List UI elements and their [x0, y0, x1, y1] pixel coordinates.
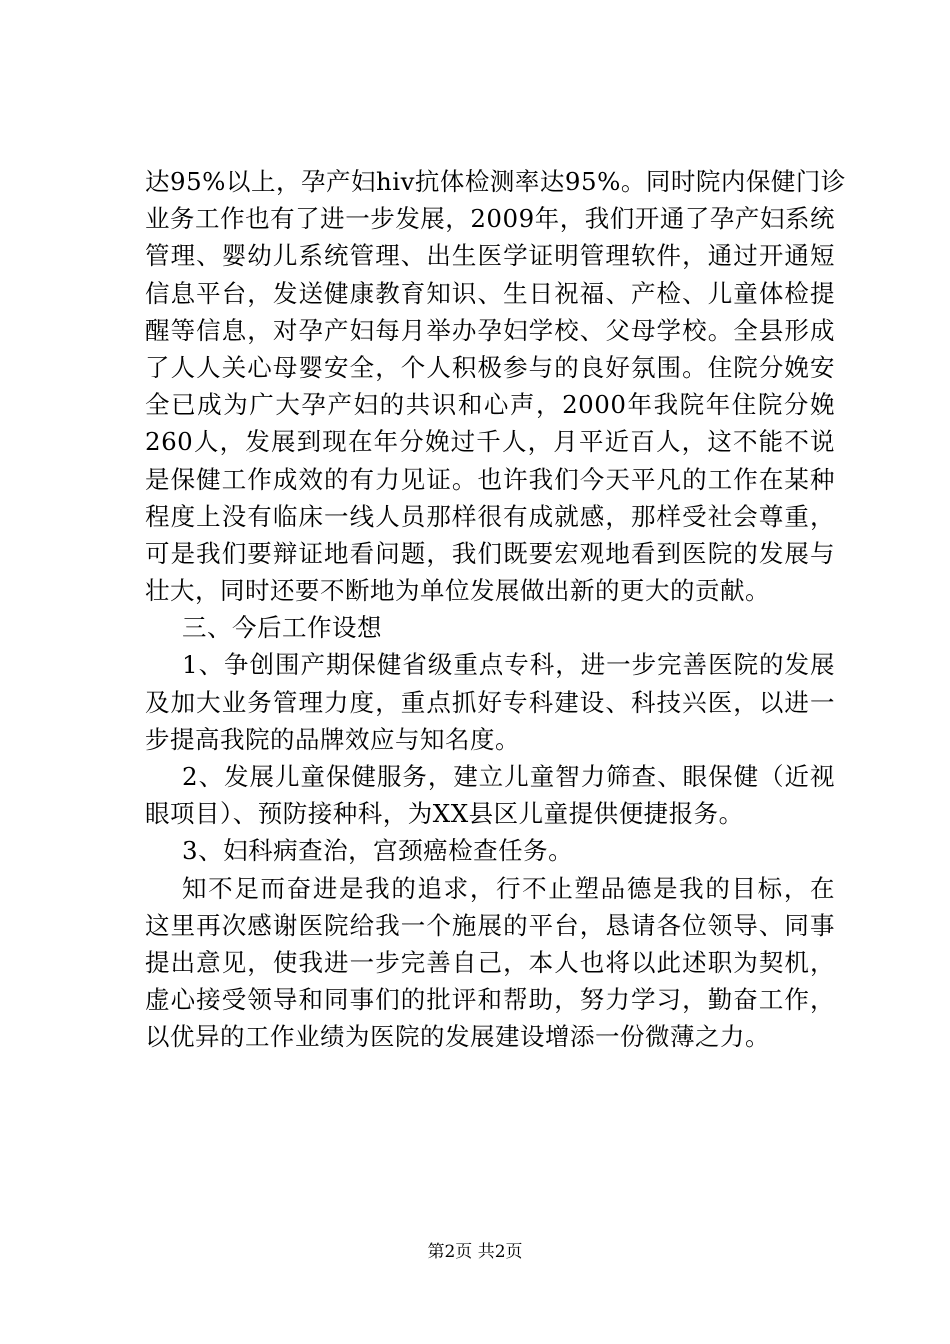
body-line: 是保健工作成效的有力见证。也许我们今天平凡的工作在某种 [145, 464, 835, 494]
list-item-line: 眼项目）、预防接种科，为XX县区儿童提供便捷报务。 [145, 799, 744, 829]
list-item-line: 及加大业务管理力度，重点抓好专科建设、科技兴医，以进一 [145, 687, 835, 717]
body-line: 260人，发展到现在年分娩过千人，月平近百人，这不能不说 [145, 427, 835, 457]
closing-line: 提出意见，使我进一步完善自己，本人也将以此述职为契机， [145, 947, 835, 977]
body-line: 全已成为广大孕产妇的共识和心声，2000年我院年住院分娩 [145, 390, 835, 420]
body-line: 了人人关心母婴安全，个人积极参与的良好氛围。住院分娩安 [145, 352, 835, 382]
list-item-line: 2、发展儿童保健服务，建立儿童智力筛查、眼保健（近视 [182, 762, 835, 791]
list-item-line: 1、争创围产期保健省级重点专科，进一步完善医院的发展 [182, 650, 835, 680]
closing-line: 以优异的工作业绩为医院的发展建设增添一份微薄之力。 [145, 1022, 770, 1052]
closing-line: 虚心接受领导和同事们的批评和帮助，努力学习，勤奋工作， [145, 985, 835, 1015]
body-line: 可是我们要辩证地看问题，我们既要宏观地看到医院的发展与 [145, 538, 835, 568]
closing-line: 这里再次感谢医院给我一个施展的平台，恳请各位领导、同事 [145, 910, 835, 940]
closing-line: 知不足而奋进是我的追求，行不止塑品德是我的目标，在 [182, 873, 835, 903]
list-item-line: 3、妇科病查治，宫颈癌检查任务。 [182, 836, 574, 866]
body-line: 醒等信息，对孕产妇每月举办孕妇学校、父母学校。全县形成 [145, 315, 835, 345]
body-line: 管理、婴幼儿系统管理、出生医学证明管理软件，通过开通短 [145, 241, 835, 271]
document-body [145, 163, 846, 1056]
body-line: 达95%以上，孕产妇hiv抗体检测率达95%。同时院内保健门诊 [145, 167, 846, 196]
body-line: 信息平台，发送健康教育知识、生日祝福、产检、儿童体检提 [145, 278, 835, 308]
list-item-line: 步提高我院的品牌效应与知名度。 [145, 724, 520, 754]
page-number-footer: 第2页 共2页 [427, 1242, 523, 1262]
body-line: 业务工作也有了进一步发展，2009年，我们开通了孕产妇系统 [145, 204, 835, 234]
section-heading: 三、今后工作设想 [182, 613, 382, 643]
body-line: 程度上没有临床一线人员那样很有成就感，那样受社会尊重， [145, 501, 835, 531]
body-line: 壮大，同时还要不断地为单位发展做出新的更大的贡献。 [145, 576, 770, 606]
